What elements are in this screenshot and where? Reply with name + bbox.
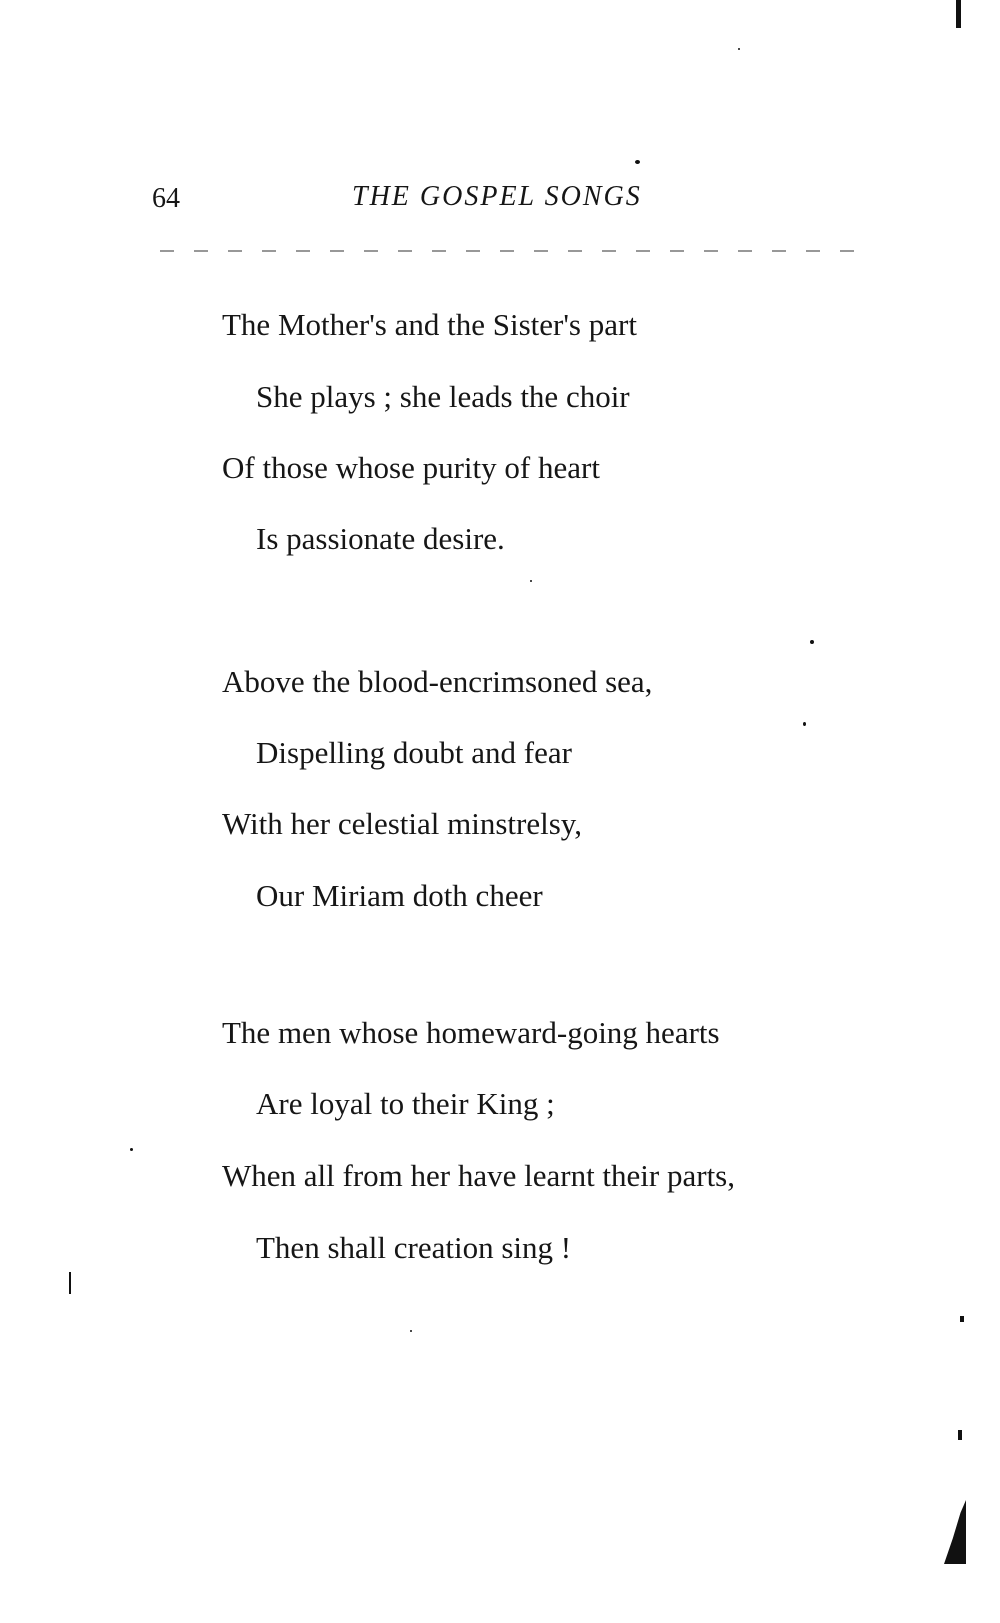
verse-line: The men whose homeward-going hearts [222, 1015, 720, 1050]
verse-line: Dispelling doubt and fear [256, 735, 572, 770]
header-rule [160, 250, 872, 252]
verse-line: Of those whose purity of heart [222, 450, 600, 485]
verse-line: Are loyal to their King ; [256, 1086, 555, 1121]
verse-line: Is passionate desire. [256, 521, 505, 556]
verse-line: When all from her have learnt their parts, [222, 1158, 735, 1193]
verse-line: Above the blood-encrimsoned sea, [222, 664, 653, 699]
scan-speck [530, 580, 532, 582]
scan-speck [738, 48, 740, 50]
verse-line: Then shall creation sing ! [256, 1230, 572, 1265]
margin-mark [69, 1272, 71, 1294]
scan-speck [803, 722, 806, 726]
edge-shadow [944, 1500, 966, 1564]
edge-shadow [958, 1430, 962, 1440]
scan-speck [810, 640, 814, 644]
verse-line: With her celestial minstrelsy, [222, 806, 583, 841]
edge-shadow [956, 0, 961, 28]
scan-speck [130, 1148, 133, 1151]
scan-speck [635, 160, 640, 164]
running-title: THE GOSPEL SONGS [352, 181, 642, 212]
edge-shadow [960, 1316, 964, 1322]
verse-line: The Mother's and the Sister's part [222, 307, 637, 342]
scan-speck [410, 1330, 412, 1332]
page-number: 64 [152, 183, 180, 214]
verse-line: She plays ; she leads the choir [256, 379, 630, 414]
verse-line: Our Miriam doth cheer [256, 878, 543, 913]
